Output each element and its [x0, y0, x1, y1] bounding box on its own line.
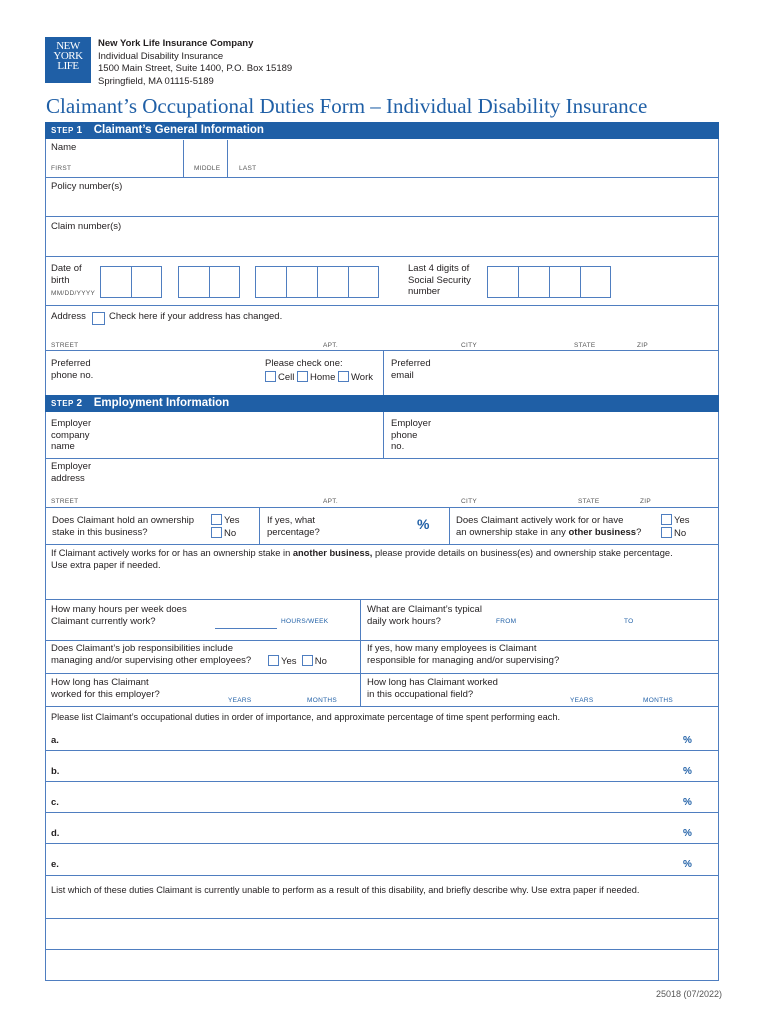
zip-caption: ZIP [637, 342, 649, 349]
first-name-caption: FIRST [51, 165, 72, 172]
policy-number-label: Policy number(s) [51, 181, 123, 192]
address-changed-checkbox[interactable] [92, 310, 105, 323]
ssn-label: Last 4 digits of Social Security number [408, 263, 471, 297]
hours-per-week-line[interactable] [215, 628, 277, 629]
employer-street-caption: STREET [51, 498, 79, 505]
phone-type-label: Please check one: [265, 358, 343, 369]
from-caption: FROM [496, 618, 517, 625]
other-business-details-prompt: If Claimant actively works for or has an ownership stake in another business, please provide details on business(es) and ownership stake percentage. Use extra paper if needed. [51, 548, 673, 570]
employer-state-caption: STATE [578, 498, 600, 505]
other-business-yes-checkbox[interactable]: Yes [661, 514, 690, 527]
supervise-yes-checkbox[interactable]: Yes [268, 656, 297, 667]
step-1-title: Claimant’s General Information [93, 124, 264, 136]
ownership-percentage-question: If yes, what percentage? [267, 515, 320, 538]
field-months-caption: MONTHS [643, 697, 673, 704]
step-2-header: STEP 2 Employment Information [45, 395, 719, 412]
duty-c-percent: % [683, 797, 692, 808]
ownership-percent-sign: % [417, 516, 430, 532]
address-changed-text: Check here if your address has changed. [109, 311, 283, 322]
city-caption: CITY [461, 342, 478, 349]
form-title: Claimant’s Occupational Duties Form – Individual Disability Insurance [46, 94, 648, 118]
other-business-question: Does Claimant actively work for or have an ownership stake in any other business? [456, 515, 642, 538]
duty-d-letter: d. [51, 828, 60, 839]
new-york-life-logo [45, 37, 91, 83]
dob-format: MM/DD/YYYY [51, 290, 96, 297]
supervise-count-question: If yes, how many employees is Claimant responsible for managing and/or supervising? [367, 643, 560, 666]
employer-tenure-question: How long has Claimant worked for this employer? [51, 677, 160, 700]
employer-address-label: Employer address [51, 461, 92, 484]
ownership-question: Does Claimant hold an ownership stake in this business? [52, 515, 195, 538]
ownership-yes-checkbox[interactable]: Yes [211, 514, 240, 527]
supervise-question: Does Claimant’s job responsibilities include managing and/or supervising other employees? [51, 643, 252, 666]
ownership-options [211, 514, 240, 539]
middle-name-caption: MIDDLE [194, 165, 221, 172]
company-name: New York Life Insurance Company [98, 38, 254, 49]
logo-line-1: NEW [56, 40, 80, 52]
duties-intro: Please list Claimant’s occupational duties in order of importance, and approximate percentage of time spent performing each. [51, 712, 560, 722]
address-label: Address [51, 311, 86, 322]
other-business-options [661, 514, 690, 539]
to-caption: TO [624, 618, 634, 625]
claim-number-label: Claim number(s) [51, 221, 122, 232]
preferred-email-label: Preferred email [391, 358, 431, 381]
duty-c-letter: c. [51, 797, 59, 808]
company-division: Individual Disability Insurance [98, 50, 224, 62]
last-name-caption: LAST [239, 165, 257, 172]
work-checkbox[interactable]: Work [338, 372, 373, 383]
form-number: 25018 (07/2022) [655, 989, 722, 999]
home-checkbox[interactable]: Home [297, 372, 335, 383]
field-years-caption: YEARS [570, 697, 594, 704]
step-2-title: Employment Information [93, 397, 230, 409]
hours-per-week-question: How many hours per week does Claimant currently work? [51, 604, 187, 627]
logo-line-2: YORK [53, 50, 83, 62]
phone-type-options [265, 371, 373, 384]
cell-checkbox[interactable]: Cell [265, 372, 294, 383]
street-caption: STREET [51, 342, 79, 349]
company-city: Springfield, MA 01115-5189 [98, 75, 214, 87]
name-field[interactable] [45, 139, 719, 177]
duty-b-percent: % [683, 766, 692, 777]
employer-apt-caption: APT. [323, 498, 338, 505]
ownership-no-checkbox[interactable]: No [211, 527, 240, 540]
unable-duties-prompt: List which of these duties Claimant is currently unable to perform as a result of this disability, and briefly describe why. Use extra paper if needed. [51, 885, 640, 895]
state-caption: STATE [574, 342, 596, 349]
duty-d-percent: % [683, 828, 692, 839]
other-business-no-checkbox[interactable]: No [661, 527, 690, 540]
company-address-block [98, 38, 292, 88]
dob-label: Date of birth [51, 263, 82, 286]
company-street: 1500 Main Street, Suite 1400, P.O. Box 15189 [98, 63, 293, 74]
tenure-months-caption: MONTHS [307, 697, 337, 704]
name-label: Name [51, 142, 77, 153]
duty-a-percent: % [683, 735, 692, 746]
duty-a-letter: a. [51, 735, 59, 746]
field-tenure-question: How long has Claimant worked in this occupational field? [367, 677, 498, 700]
daily-hours-question: What are Claimant’s typical daily work hours? [367, 604, 482, 627]
apt-caption: APT. [323, 342, 338, 349]
employer-zip-caption: ZIP [640, 498, 652, 505]
claim-number-field[interactable] [45, 217, 719, 256]
employer-city-caption: CITY [461, 498, 478, 505]
tenure-years-caption: YEARS [228, 697, 252, 704]
preferred-phone-label: Preferred phone no. [51, 358, 94, 381]
employer-phone-label: Employer phone no. [391, 418, 432, 452]
step-1-header: STEP 1 Claimant’s General Information [45, 122, 719, 139]
employer-name-label: Employer company name [51, 418, 92, 452]
supervise-options [268, 655, 327, 668]
duty-b-letter: b. [51, 766, 60, 777]
policy-number-field[interactable] [45, 178, 719, 216]
hours-week-unit: HOURS/WEEK [281, 618, 329, 625]
duty-e-percent: % [683, 859, 692, 870]
duty-e-letter: e. [51, 859, 59, 870]
supervise-no-checkbox[interactable]: No [302, 656, 327, 667]
logo-line-3: LIFE [57, 60, 79, 72]
